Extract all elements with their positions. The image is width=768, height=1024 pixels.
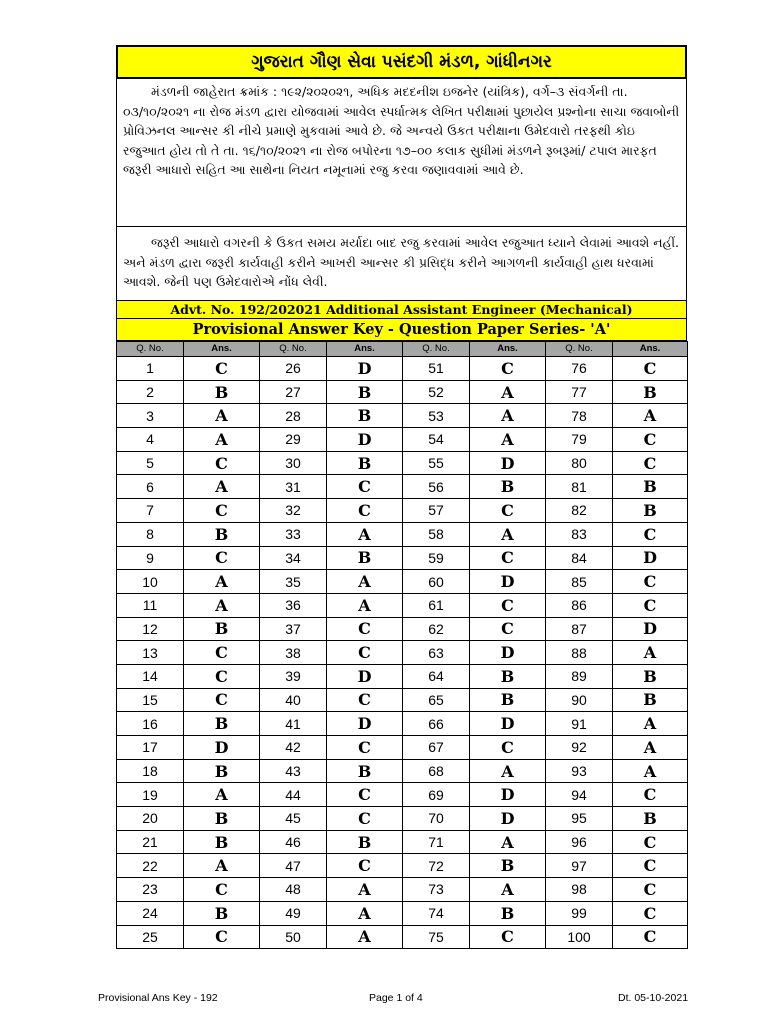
question-number: 67 bbox=[403, 736, 470, 760]
question-number: 43 bbox=[260, 759, 327, 783]
question-number: 70 bbox=[403, 807, 470, 831]
answer-cell: D bbox=[327, 664, 403, 688]
question-number: 79 bbox=[546, 428, 613, 452]
question-number: 87 bbox=[546, 617, 613, 641]
answer-cell: B bbox=[327, 830, 403, 854]
footer-doc-label: Provisional Ans Key - 192 bbox=[98, 992, 218, 1004]
question-number: 53 bbox=[403, 404, 470, 428]
answer-cell: B bbox=[184, 712, 260, 736]
question-number: 50 bbox=[260, 925, 327, 949]
answer-cell: A bbox=[470, 878, 546, 902]
answer-cell: C bbox=[184, 357, 260, 381]
answer-cell: A bbox=[327, 570, 403, 594]
answer-cell: A bbox=[613, 712, 688, 736]
answer-cell: C bbox=[327, 783, 403, 807]
question-number: 64 bbox=[403, 664, 470, 688]
answer-cell: C bbox=[327, 736, 403, 760]
answer-row bbox=[117, 404, 688, 428]
answer-cell: D bbox=[613, 546, 688, 570]
question-number: 21 bbox=[117, 830, 184, 854]
answer-cell: A bbox=[613, 759, 688, 783]
question-number: 75 bbox=[403, 925, 470, 949]
answer-table-header bbox=[117, 342, 688, 357]
question-number: 16 bbox=[117, 712, 184, 736]
question-number: 29 bbox=[260, 428, 327, 452]
notice-paragraph-1-text: મંડળની જાહેરાત ક્રમાંક : ૧૯૨/૨૦૨૦૨૧, અધિક મદદનીશ ઇજનેર (યાંત્રિક), વર્ગ–૩ સંવર્ગની તા. ૦૩/૧૦/૨૦૨૧ ના રોજ મંડળ દ્વારા યોજવામાં આવેલ સ્પર્ધાત્મક લેખિત પરીક્ષામાં પુછાયેલ પ્રશ્નોના સાચા જવાબોની પ્રોવિઝનલ આન્સર કી નીચે પ્રમાણે મુકવામાં આવે છે. જે અન્વયે ઉકત પરીક્ષાના ઉમેદવારો તરફથી કોઇ રજુઆત હોય તો તે તા. ૧૬/૧૦/૨૦૨૧ ના રોજ બપોરના ૧૭–૦૦ કલાક સુધીમાં મંડળને રૂબરૂમાં/ ટપાલ મારફત જરૂરી આધારો સહિત આ સાથેના નિયત નમૂનામાં રજુ કરવા જણાવવામાં આવે છે. bbox=[123, 84, 680, 177]
question-number: 18 bbox=[117, 759, 184, 783]
answer-row bbox=[117, 617, 688, 641]
question-number: 41 bbox=[260, 712, 327, 736]
question-number: 22 bbox=[117, 854, 184, 878]
answer-row bbox=[117, 878, 688, 902]
question-number: 71 bbox=[403, 830, 470, 854]
answer-cell: C bbox=[327, 807, 403, 831]
question-number: 82 bbox=[546, 499, 613, 523]
answer-row bbox=[117, 357, 688, 381]
question-number: 100 bbox=[546, 925, 613, 949]
answer-cell: B bbox=[613, 807, 688, 831]
question-number: 5 bbox=[117, 451, 184, 475]
question-number: 84 bbox=[546, 546, 613, 570]
answer-cell: B bbox=[470, 664, 546, 688]
question-number: 66 bbox=[403, 712, 470, 736]
question-number: 91 bbox=[546, 712, 613, 736]
answer-cell: C bbox=[613, 428, 688, 452]
question-number: 65 bbox=[403, 688, 470, 712]
question-number: 51 bbox=[403, 357, 470, 381]
question-number: 11 bbox=[117, 593, 184, 617]
question-number: 40 bbox=[260, 688, 327, 712]
question-number: 80 bbox=[546, 451, 613, 475]
question-number: 34 bbox=[260, 546, 327, 570]
answer-row bbox=[117, 664, 688, 688]
answer-cell: B bbox=[184, 380, 260, 404]
question-number: 9 bbox=[117, 546, 184, 570]
answer-cell: C bbox=[613, 854, 688, 878]
answer-cell: A bbox=[327, 522, 403, 546]
question-number: 39 bbox=[260, 664, 327, 688]
question-number: 62 bbox=[403, 617, 470, 641]
question-number: 23 bbox=[117, 878, 184, 902]
qno-header: Q. No. bbox=[546, 342, 613, 357]
answer-table bbox=[116, 341, 688, 949]
answer-row bbox=[117, 807, 688, 831]
answer-cell: B bbox=[184, 901, 260, 925]
answer-key-sheet bbox=[116, 45, 687, 949]
answer-cell: B bbox=[613, 380, 688, 404]
question-number: 44 bbox=[260, 783, 327, 807]
answer-cell: C bbox=[470, 546, 546, 570]
answer-cell: B bbox=[184, 830, 260, 854]
question-number: 15 bbox=[117, 688, 184, 712]
question-number: 24 bbox=[117, 901, 184, 925]
answer-row bbox=[117, 570, 688, 594]
answer-cell: D bbox=[327, 428, 403, 452]
question-number: 6 bbox=[117, 475, 184, 499]
qno-header: Q. No. bbox=[260, 342, 327, 357]
question-number: 26 bbox=[260, 357, 327, 381]
question-number: 55 bbox=[403, 451, 470, 475]
answer-cell: B bbox=[470, 688, 546, 712]
answer-cell: A bbox=[327, 925, 403, 949]
answer-cell: C bbox=[327, 688, 403, 712]
question-number: 37 bbox=[260, 617, 327, 641]
ans-header: Ans. bbox=[470, 342, 546, 357]
answer-cell: C bbox=[184, 878, 260, 902]
question-number: 49 bbox=[260, 901, 327, 925]
question-number: 32 bbox=[260, 499, 327, 523]
question-number: 86 bbox=[546, 593, 613, 617]
answer-cell: B bbox=[327, 546, 403, 570]
question-number: 27 bbox=[260, 380, 327, 404]
question-number: 35 bbox=[260, 570, 327, 594]
question-number: 7 bbox=[117, 499, 184, 523]
question-number: 14 bbox=[117, 664, 184, 688]
answer-cell: B bbox=[613, 688, 688, 712]
question-number: 99 bbox=[546, 901, 613, 925]
answer-cell: C bbox=[184, 664, 260, 688]
answer-cell: C bbox=[613, 830, 688, 854]
answer-cell: D bbox=[327, 357, 403, 381]
question-number: 48 bbox=[260, 878, 327, 902]
question-number: 13 bbox=[117, 641, 184, 665]
answer-cell: C bbox=[470, 617, 546, 641]
question-number: 72 bbox=[403, 854, 470, 878]
answer-row bbox=[117, 546, 688, 570]
question-number: 20 bbox=[117, 807, 184, 831]
question-number: 47 bbox=[260, 854, 327, 878]
answer-cell: B bbox=[613, 475, 688, 499]
qno-header: Q. No. bbox=[117, 342, 184, 357]
answer-table-body bbox=[117, 342, 688, 949]
answer-cell: C bbox=[327, 475, 403, 499]
answer-cell: C bbox=[470, 736, 546, 760]
question-number: 74 bbox=[403, 901, 470, 925]
footer-date: Dt. 05-10-2021 bbox=[618, 992, 689, 1004]
answer-key-title: Provisional Answer Key - Question Paper Series- 'A' bbox=[116, 319, 687, 341]
question-number: 17 bbox=[117, 736, 184, 760]
answer-cell: A bbox=[327, 593, 403, 617]
question-number: 30 bbox=[260, 451, 327, 475]
question-number: 78 bbox=[546, 404, 613, 428]
answer-cell: B bbox=[184, 617, 260, 641]
answer-cell: C bbox=[184, 451, 260, 475]
answer-row bbox=[117, 688, 688, 712]
answer-cell: C bbox=[184, 688, 260, 712]
answer-cell: B bbox=[613, 499, 688, 523]
answer-cell: C bbox=[184, 925, 260, 949]
answer-cell: C bbox=[613, 593, 688, 617]
answer-cell: B bbox=[327, 404, 403, 428]
answer-cell: A bbox=[327, 878, 403, 902]
board-title: ગુજરાત ગૌણ સેવા પસંદગી મંડળ, ગાંધીનગર bbox=[116, 45, 687, 79]
question-number: 46 bbox=[260, 830, 327, 854]
answer-row bbox=[117, 830, 688, 854]
question-number: 73 bbox=[403, 878, 470, 902]
question-number: 92 bbox=[546, 736, 613, 760]
answer-row bbox=[117, 901, 688, 925]
answer-cell: B bbox=[613, 664, 688, 688]
answer-row bbox=[117, 522, 688, 546]
answer-cell: A bbox=[470, 522, 546, 546]
question-number: 89 bbox=[546, 664, 613, 688]
question-number: 68 bbox=[403, 759, 470, 783]
answer-cell: C bbox=[613, 357, 688, 381]
answer-row bbox=[117, 783, 688, 807]
question-number: 93 bbox=[546, 759, 613, 783]
answer-cell: A bbox=[184, 404, 260, 428]
answer-cell: D bbox=[470, 570, 546, 594]
answer-cell: C bbox=[470, 925, 546, 949]
answer-cell: C bbox=[470, 593, 546, 617]
question-number: 8 bbox=[117, 522, 184, 546]
question-number: 36 bbox=[260, 593, 327, 617]
answer-cell: A bbox=[613, 641, 688, 665]
question-number: 59 bbox=[403, 546, 470, 570]
question-number: 38 bbox=[260, 641, 327, 665]
answer-cell: C bbox=[613, 783, 688, 807]
answer-cell: C bbox=[327, 854, 403, 878]
answer-cell: B bbox=[470, 475, 546, 499]
answer-cell: C bbox=[327, 641, 403, 665]
answer-cell: A bbox=[184, 783, 260, 807]
question-number: 81 bbox=[546, 475, 613, 499]
answer-cell: B bbox=[184, 759, 260, 783]
notice-paragraph-1 bbox=[116, 79, 687, 227]
answer-cell: A bbox=[470, 428, 546, 452]
question-number: 52 bbox=[403, 380, 470, 404]
answer-cell: C bbox=[470, 499, 546, 523]
answer-cell: A bbox=[470, 830, 546, 854]
question-number: 85 bbox=[546, 570, 613, 594]
question-number: 45 bbox=[260, 807, 327, 831]
answer-cell: A bbox=[184, 593, 260, 617]
question-number: 63 bbox=[403, 641, 470, 665]
answer-cell: D bbox=[613, 617, 688, 641]
question-number: 97 bbox=[546, 854, 613, 878]
answer-row bbox=[117, 641, 688, 665]
question-number: 3 bbox=[117, 404, 184, 428]
question-number: 12 bbox=[117, 617, 184, 641]
answer-cell: B bbox=[184, 807, 260, 831]
answer-cell: C bbox=[184, 641, 260, 665]
answer-cell: A bbox=[184, 475, 260, 499]
question-number: 1 bbox=[117, 357, 184, 381]
answer-cell: D bbox=[470, 641, 546, 665]
question-number: 61 bbox=[403, 593, 470, 617]
answer-row bbox=[117, 593, 688, 617]
answer-row bbox=[117, 712, 688, 736]
answer-cell: C bbox=[184, 546, 260, 570]
answer-cell: A bbox=[613, 404, 688, 428]
question-number: 57 bbox=[403, 499, 470, 523]
answer-row bbox=[117, 428, 688, 452]
question-number: 2 bbox=[117, 380, 184, 404]
question-number: 31 bbox=[260, 475, 327, 499]
question-number: 4 bbox=[117, 428, 184, 452]
answer-cell: A bbox=[470, 404, 546, 428]
answer-cell: D bbox=[470, 807, 546, 831]
answer-cell: C bbox=[327, 499, 403, 523]
answer-cell: B bbox=[470, 901, 546, 925]
question-number: 60 bbox=[403, 570, 470, 594]
advertisement-line: Advt. No. 192/202021 Additional Assistant Engineer (Mechanical) bbox=[116, 301, 687, 319]
question-number: 42 bbox=[260, 736, 327, 760]
answer-row bbox=[117, 759, 688, 783]
answer-cell: C bbox=[613, 878, 688, 902]
question-number: 83 bbox=[546, 522, 613, 546]
answer-cell: D bbox=[470, 712, 546, 736]
question-number: 96 bbox=[546, 830, 613, 854]
ans-header: Ans. bbox=[613, 342, 688, 357]
question-number: 69 bbox=[403, 783, 470, 807]
answer-cell: B bbox=[184, 522, 260, 546]
answer-cell: A bbox=[184, 428, 260, 452]
answer-cell: B bbox=[327, 380, 403, 404]
answer-cell: A bbox=[327, 901, 403, 925]
answer-cell: D bbox=[470, 783, 546, 807]
answer-row bbox=[117, 380, 688, 404]
answer-cell: C bbox=[613, 925, 688, 949]
question-number: 25 bbox=[117, 925, 184, 949]
question-number: 90 bbox=[546, 688, 613, 712]
question-number: 94 bbox=[546, 783, 613, 807]
answer-cell: A bbox=[184, 854, 260, 878]
question-number: 76 bbox=[546, 357, 613, 381]
footer-page-number: Page 1 of 4 bbox=[369, 992, 423, 1004]
answer-cell: C bbox=[613, 901, 688, 925]
notice-paragraph-2 bbox=[116, 227, 687, 301]
question-number: 19 bbox=[117, 783, 184, 807]
question-number: 95 bbox=[546, 807, 613, 831]
answer-cell: A bbox=[184, 570, 260, 594]
answer-cell: C bbox=[613, 451, 688, 475]
answer-row bbox=[117, 451, 688, 475]
answer-cell: C bbox=[613, 522, 688, 546]
question-number: 33 bbox=[260, 522, 327, 546]
answer-cell: B bbox=[327, 759, 403, 783]
question-number: 98 bbox=[546, 878, 613, 902]
answer-cell: D bbox=[327, 712, 403, 736]
answer-cell: B bbox=[470, 854, 546, 878]
answer-cell: B bbox=[327, 451, 403, 475]
answer-cell: C bbox=[184, 499, 260, 523]
question-number: 58 bbox=[403, 522, 470, 546]
question-number: 10 bbox=[117, 570, 184, 594]
answer-row bbox=[117, 925, 688, 949]
answer-cell: A bbox=[470, 759, 546, 783]
question-number: 77 bbox=[546, 380, 613, 404]
answer-row bbox=[117, 499, 688, 523]
answer-cell: D bbox=[184, 736, 260, 760]
ans-header: Ans. bbox=[184, 342, 260, 357]
answer-row bbox=[117, 475, 688, 499]
notice-paragraph-2-text: જરૂરી આધારો વગરની કે ઉકત સમય મર્યાદા બાદ રજુ કરવામાં આવેલ રજુઆત ધ્યાને લેવામાં આવશે નહીં. અને મંડળ દ્વારા જરૂરી કાર્યવાહી કરીને આખરી આન્સર કી પ્રસિદ્ધ કરીને આગળની કાર્યવાહી હાથ ધરવામાં આવશે. જેની પણ ઉમેદવારોએ નોંધ લેવી. bbox=[123, 235, 680, 289]
answer-row bbox=[117, 854, 688, 878]
question-number: 56 bbox=[403, 475, 470, 499]
answer-cell: A bbox=[613, 736, 688, 760]
question-number: 54 bbox=[403, 428, 470, 452]
question-number: 88 bbox=[546, 641, 613, 665]
answer-row bbox=[117, 736, 688, 760]
answer-cell: A bbox=[470, 380, 546, 404]
answer-cell: C bbox=[470, 357, 546, 381]
answer-cell: C bbox=[613, 570, 688, 594]
ans-header: Ans. bbox=[327, 342, 403, 357]
question-number: 28 bbox=[260, 404, 327, 428]
qno-header: Q. No. bbox=[403, 342, 470, 357]
answer-cell: D bbox=[470, 451, 546, 475]
answer-cell: C bbox=[327, 617, 403, 641]
